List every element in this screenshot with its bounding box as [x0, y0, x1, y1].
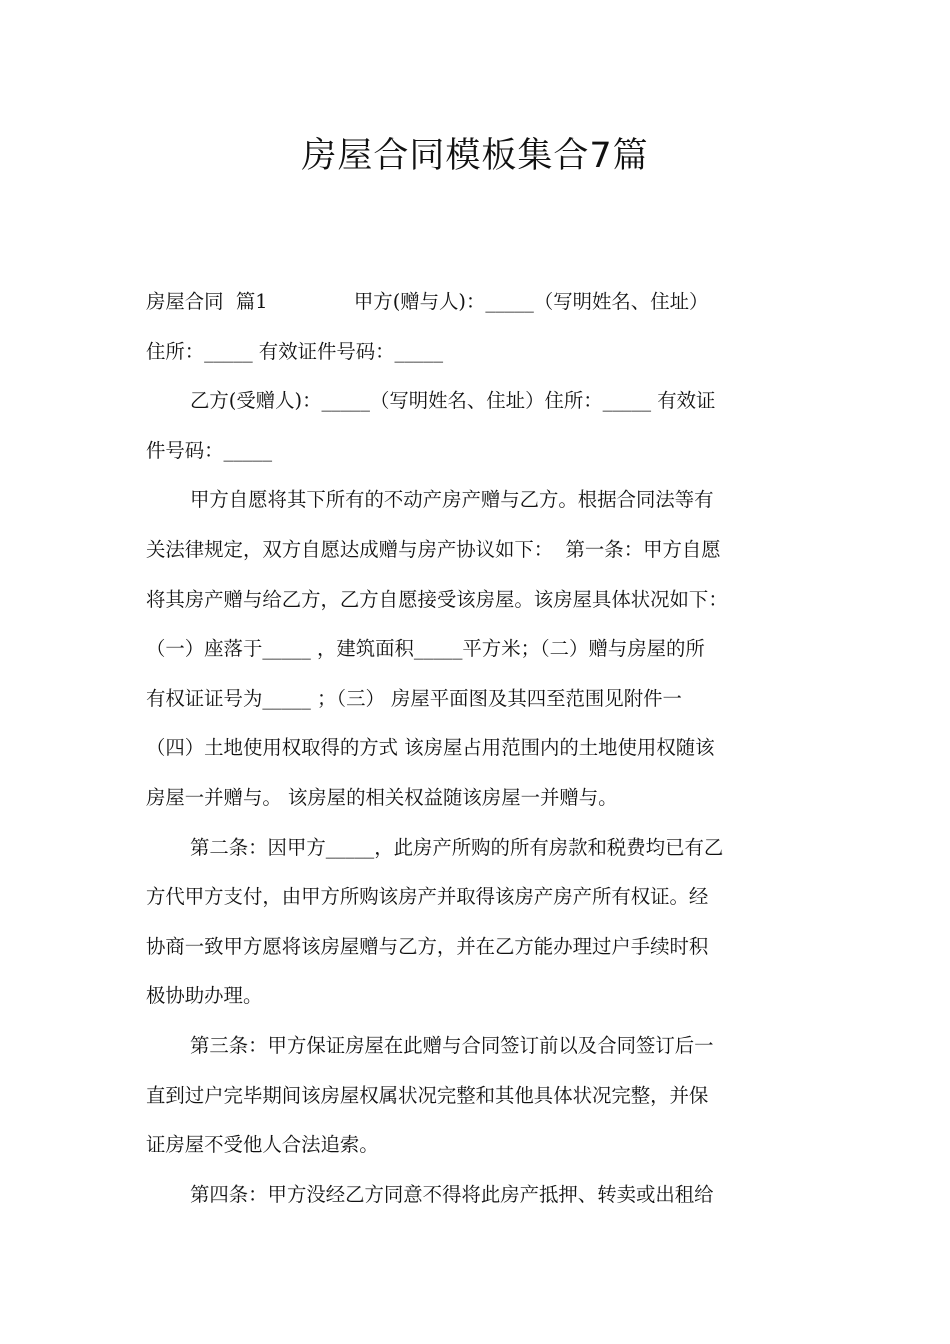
document-body: [146, 282, 808, 1224]
text-line: （四）土地使用权取得的方式 该房屋占用范围内的土地使用权随该: [146, 736, 715, 760]
text-line: 关法律规定，双方自愿达成赠与房产协议如下： 第一条：甲方自愿: [146, 537, 721, 561]
text-line: 住所：_____ 有效证件号码：_____: [146, 339, 444, 363]
text-line: 将其房产赠与给乙方，乙方自愿接受该房屋。该房屋具体状况如下：: [146, 587, 728, 611]
text-line: 第三条：甲方保证房屋在此赠与合同签订前以及合同签订后一: [190, 1033, 714, 1057]
text-line: 件号码：_____: [146, 438, 273, 462]
text-line: 证房屋不受他人合法追索。: [146, 1133, 379, 1157]
page-title: 房屋合同模板集合7篇: [301, 136, 649, 176]
text-line: 直到过户完毕期间该房屋权属状况完整和其他具体状况完整，并保: [146, 1083, 709, 1107]
text-line: 甲方自愿将其下所有的不动产房产赠与乙方。根据合同法等有: [190, 488, 714, 512]
text-line: 方代甲方支付，由甲方所购该房产并取得该房产房产所有权证。经: [146, 885, 709, 909]
text-line: 乙方(受赠人)：_____（写明姓名、住址）住所：_____ 有效证: [190, 389, 716, 413]
text-line: 房屋一并赠与。 该房屋的相关权益随该房屋一并赠与。: [146, 785, 618, 809]
text-line: 第二条：因甲方_____，此房产所购的所有房款和税费均已有乙: [190, 835, 724, 859]
text-line: 第四条：甲方没经乙方同意不得将此房产抵押、转卖或出租给: [190, 1182, 714, 1206]
text-line: 极协助办理。: [146, 984, 263, 1008]
text-line: 协商一致甲方愿将该房屋赠与乙方，并在乙方能办理过户手续时积: [146, 934, 709, 958]
text-line: 有权证证号为_____ ；（三） 房屋平面图及其四至范围见附件一: [146, 686, 682, 710]
text-line: （一）座落于_____ ，建筑面积_____平方米；（二）赠与房屋的所: [146, 637, 705, 661]
text-line: 房屋合同 篇1 甲方(赠与人)：_____（写明姓名、住址）: [146, 290, 709, 313]
